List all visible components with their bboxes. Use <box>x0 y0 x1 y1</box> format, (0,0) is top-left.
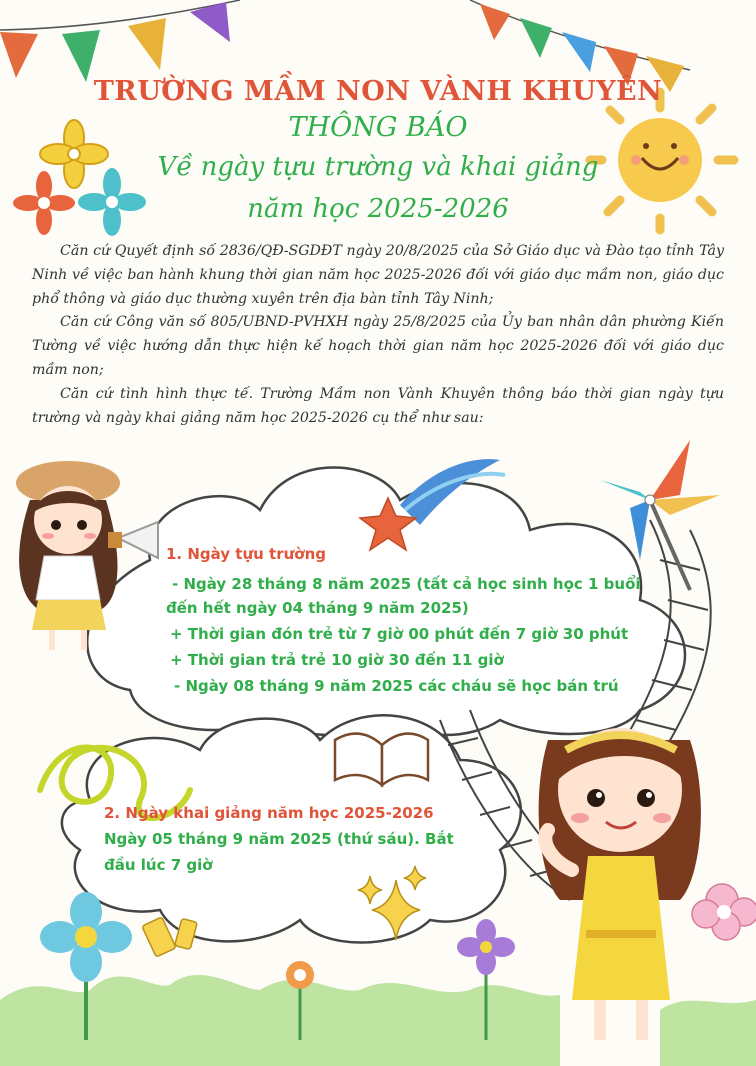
section2-line2: đầu lúc 7 giờ <box>104 856 213 874</box>
bunting-left-icon <box>0 0 240 82</box>
notice-subtitle-line1: Về ngày tựu trường và khai giảng <box>157 152 599 182</box>
intro-paragraph-2: Căn cứ Công văn số 805/UBND-PVHXH ngày 25/8/2025 của Ủy ban nhân dân phường Kiến Tường về việc hướng dẫn thực hiện kế hoạch thời gian năm học 2025-2026 đối với giáo dục mầm non; <box>32 314 724 378</box>
section2-heading: 2. Ngày khai giảng năm học 2025-2026 <box>104 804 434 822</box>
section1-line5: - Ngày 08 tháng 9 năm 2025 các cháu sẽ học bán trú <box>174 677 619 695</box>
intro-paragraph-1: Căn cứ Quyết định số 2836/QĐ-SGDĐT ngày 20/8/2025 của Sở Giáo dục và Đào tạo tỉnh Tây Ninh về việc ban hành khung thời gian năm học 2025-2026 đối với giáo dục mầm non, giáo dục phổ thông và giáo dục thường xuyên trên địa bàn tỉnh Tây Ninh; <box>32 243 724 307</box>
girl-yellow-illustration <box>539 728 701 1040</box>
section2-line1: Ngày 05 tháng 9 năm 2025 (thứ sáu). Bắt <box>104 830 454 848</box>
section1-line1: - Ngày 28 tháng 8 năm 2025 (tất cả học sinh học 1 buổi <box>172 575 641 593</box>
section1-line3: + Thời gian đón trẻ từ 7 giờ 00 phút đến 7 giờ 30 phút <box>170 625 629 643</box>
notice-title: THÔNG BÁO <box>288 112 468 143</box>
intro-text <box>32 240 724 430</box>
flower-pink-icon <box>692 884 756 940</box>
section1-line4: + Thời gian trả trẻ 10 giờ 30 đến 11 giờ <box>170 651 504 669</box>
section1-heading: 1. Ngày tựu trường <box>166 545 327 563</box>
section1-line2: đến hết ngày 04 tháng 9 năm 2025) <box>166 599 469 617</box>
intro-paragraph-3: Căn cứ tình hình thực tế. Trường Mầm non Vành Khuyên thông báo thời gian ngày tựu trường và ngày khai giảng năm học 2025-2026 cụ thể như sau: <box>32 385 724 426</box>
notice-subtitle-line2: năm học 2025-2026 <box>247 194 509 224</box>
school-name: TRƯỜNG MẦM NON VÀNH KHUYÊN <box>93 76 663 107</box>
